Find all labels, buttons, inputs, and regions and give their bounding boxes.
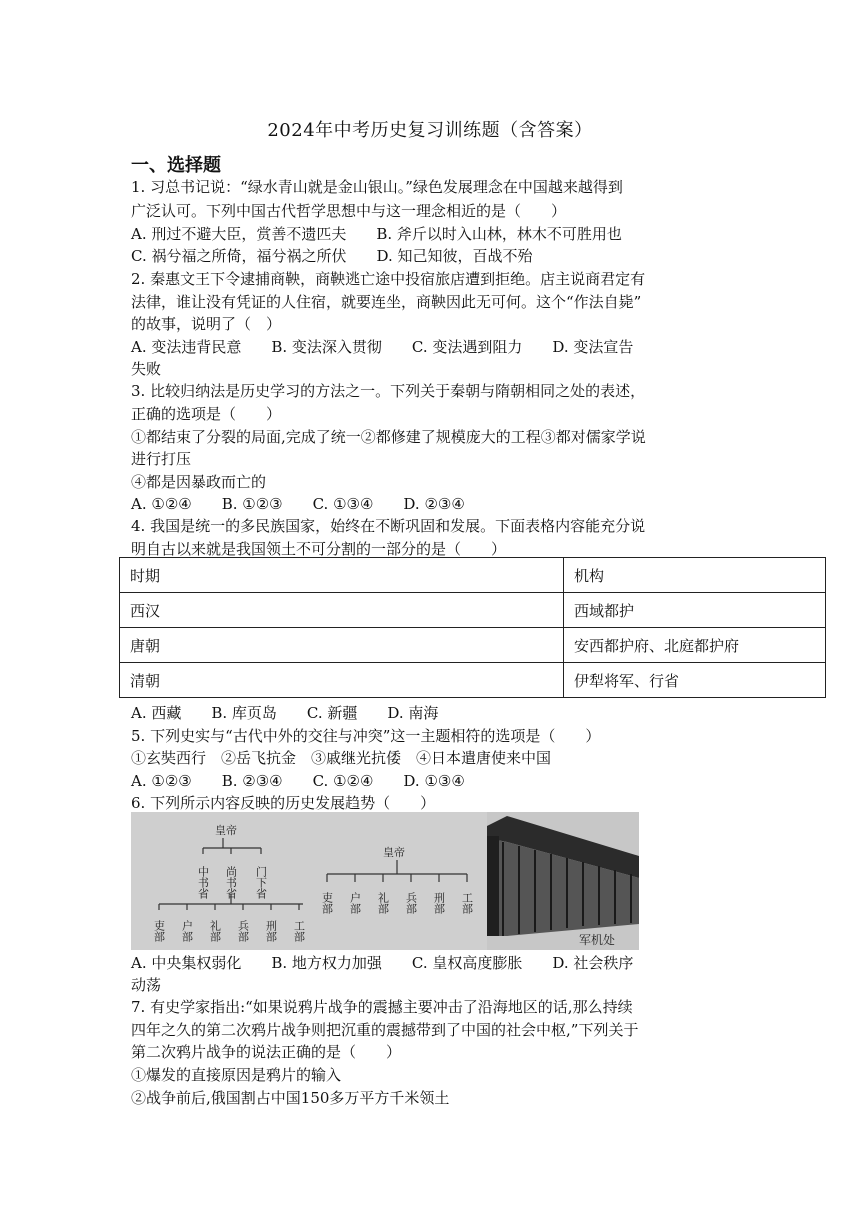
option-line: A. 西藏 B. 库页岛 C. 新疆 D. 南海 [131,704,439,722]
question-line: 1. 习总书记说：“绿水青山就是金山银山。”绿色发展理念在中国越来越得到 [131,178,623,196]
menxia-label: 门下省 [254,866,268,899]
section-heading: 一、选择题 [131,155,221,176]
grand-council-caption: 军机处 [579,933,616,947]
table-row [120,628,826,663]
table-cell: 西汉 [120,593,564,628]
ministry-label: 工部 [292,920,306,942]
question-line: ①都结束了分裂的局面,完成了统一②都修建了规模庞大的工程③都对儒家学说 [131,428,646,446]
emperor-label: 皇帝 [215,824,237,837]
question-line: 6. 下列所示内容反映的历史发展趋势（ ） [131,794,436,812]
option-line: A. 变法违背民意 B. 变法深入贯彻 C. 变法遇到阻力 D. 变法宣告 [131,338,634,356]
table-header-cell: 时期 [120,558,564,593]
document-title: 2024年中考历史复习训练题（含答案） [267,120,593,141]
ministry-label: 礼部 [208,920,222,942]
question-line: ①玄奘西行 ②岳飞抗金 ③戚继光抗倭 ④日本遣唐使来中国 [131,749,552,767]
option-line: A. 刑过不避大臣，赏善不遗匹夫 B. 斧斤以时入山林，林木不可胜用也 [131,225,622,243]
ministry-label: 礼部 [376,892,390,914]
ministry-label: 刑部 [264,920,278,942]
question-line: 7. 有史学家指出:“如果说鸦片战争的震撼主要冲击了沿海地区的话,那么持续 [131,998,633,1016]
question-line: ④都是因暴政而亡的 [131,473,267,491]
question-line: 正确的选项是（ ） [131,405,282,423]
ministry-label: 刑部 [432,892,446,914]
table-cell: 安西都护府、北庭都护府 [564,628,826,663]
option-line: 失败 [131,360,162,378]
table-cell: 伊犁将军、行省 [564,663,826,698]
table-header-cell: 机构 [564,558,826,593]
question-line: ②战争前后,俄国割占中国150多万平方千米领土 [131,1089,450,1107]
question-line: 进行打压 [131,450,192,468]
ministry-label: 兵部 [404,892,418,914]
ministry-label: 吏部 [320,892,334,914]
question-line: 广泛认可。下列中国古代哲学思想中与这一理念相近的是（ ） [131,202,567,220]
zhongshu-label: 中书省 [196,866,210,899]
ministry-label: 户部 [180,920,194,942]
government-structure-figure [131,812,639,950]
option-line: A. ①②④ B. ①②③ C. ①③④ D. ②③④ [131,495,465,513]
table-row [120,663,826,698]
emperor-label: 皇帝 [383,846,405,859]
table-header-row [120,558,826,593]
table-cell: 清朝 [120,663,564,698]
ministry-label: 兵部 [236,920,250,942]
question-line: 第二次鸦片战争的说法正确的是（ ） [131,1043,402,1061]
question-line: ①爆发的直接原因是鸦片的输入 [131,1066,342,1084]
question-line: 2. 秦惠文王下令逮捕商鞅，商鞅逃亡途中投宿旅店遭到拒绝。店主说商君定有 [131,270,646,288]
option-line: A. 中央集权弱化 B. 地方权力加强 C. 皇权高度膨胀 D. 社会秩序 [131,954,634,972]
question-line: 四年之久的第二次鸦片战争则把沉重的震撼带到了中国的社会中枢,”下列关于 [131,1021,639,1039]
question-line: 3. 比较归纳法是历史学习的方法之一。下列关于秦朝与隋朝相同之处的表述， [131,382,646,400]
question-line: 法律，谁让没有凭证的人住宿，就要连坐，商鞅因此无可何。这个“作法自毙” [131,293,642,311]
table-cell: 唐朝 [120,628,564,663]
table-cell: 西域都护 [564,593,826,628]
question-line: 的故事，说明了（ ） [131,315,282,333]
question-line: 明自古以来就是我国领土不可分割的一部分的是（ ） [131,540,507,558]
question-line: 4. 我国是统一的多民族国家，始终在不断巩固和发展。下面表格内容能充分说 [131,517,646,535]
ministry-label: 户部 [348,892,362,914]
six-ministries-diagram [327,860,467,882]
territory-table [119,557,826,698]
grand-council-building-photo [487,812,639,950]
shangshu-label: 尚书省 [224,866,238,899]
option-line: C. 祸兮福之所倚，福兮祸之所伏 D. 知己知彼，百战不殆 [131,247,533,265]
ministry-label: 吏部 [152,920,166,942]
option-line: A. ①②③ B. ②③④ C. ①②④ D. ①③④ [131,772,465,790]
option-line: 动荡 [131,976,162,994]
table-row [120,593,826,628]
ministry-label: 工部 [460,892,474,914]
question-line: 5. 下列史实与“古代中外的交往与冲突”这一主题相符的选项是（ ） [131,727,601,745]
